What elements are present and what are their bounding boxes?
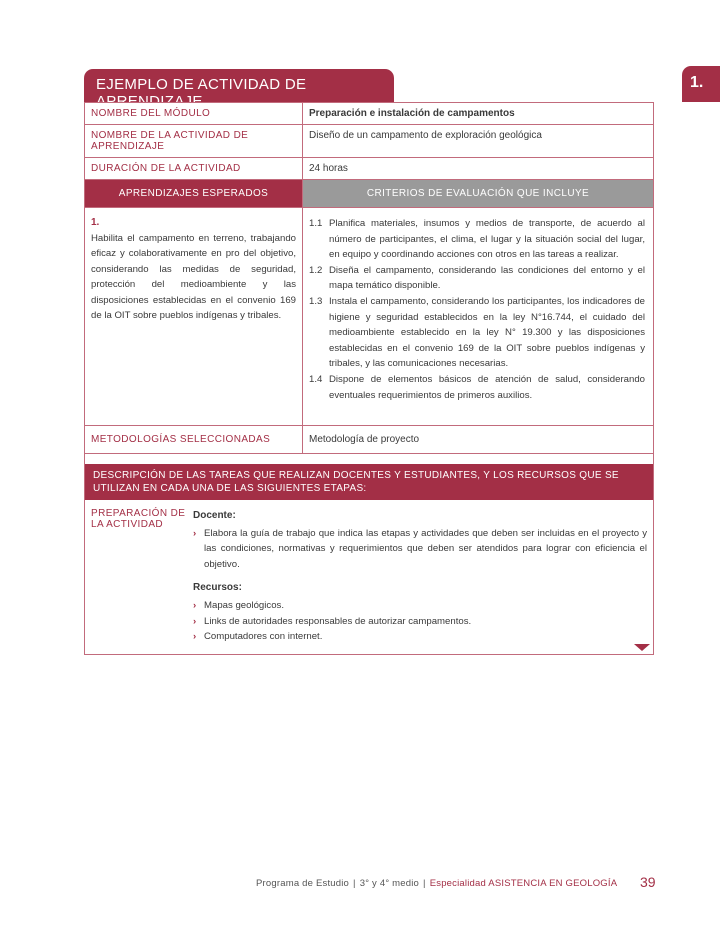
section-gap xyxy=(85,453,653,464)
criterion-item xyxy=(309,294,645,372)
teacher-title: Docente: xyxy=(193,510,236,521)
criterion-text: Instala el campamento, considerando los participantes, los indicadores de higiene y seguridad establecidos en la ley N°16.744, el cuidado del medioambiente establecido en la ley N° 19.300 y las disposiciones establecidas en el convenio 169 de la OIT sobre pueblos indígenas y tribales, y las comunicaciones necesarias. xyxy=(329,295,645,370)
module-row xyxy=(85,103,653,124)
criterion-number: 1.1 xyxy=(309,218,323,229)
continue-arrow-icon xyxy=(634,644,650,651)
resource-item xyxy=(193,614,647,630)
expected-learning-cell xyxy=(85,208,303,425)
activity-row xyxy=(85,124,653,157)
chevron-right-icon: › xyxy=(193,631,197,643)
criterion-text: Dispone de elementos básicos de atención de salud, considerando eventuales requerimientos de primeros auxilios. xyxy=(329,373,645,401)
page-number: 39 xyxy=(640,874,656,890)
teacher-item-text: Elabora la guía de trabajo que indica las etapas y actividades que deben ser incluidas en el proyecto y las condiciones, normativas y requerimientos que deben ser atendidos para lograr con eficiencia el objetivo. xyxy=(204,527,647,570)
module-label: NOMBRE DEL MÓDULO xyxy=(85,103,303,124)
columns-header-row xyxy=(85,179,653,207)
criterion-item xyxy=(309,263,645,294)
description-header: DESCRIPCIÓN DE LAS TAREAS QUE REALIZAN DOCENTES Y ESTUDIANTES, Y LOS RECURSOS QUE SE UTILIZAN EN CADA UNA DE LAS SIGUIENTES ETAPAS: xyxy=(85,464,653,500)
activity-label: NOMBRE DE LA ACTIVIDAD DE APRENDIZAJE xyxy=(85,125,303,157)
criterion-number: 1.4 xyxy=(309,373,323,385)
criterion-number: 1.3 xyxy=(309,295,323,307)
footer-program: Programa de Estudio xyxy=(256,878,350,889)
methodology-row xyxy=(85,425,653,453)
duration-label: DURACIÓN DE LA ACTIVIDAD xyxy=(85,158,303,179)
resource-item xyxy=(193,629,647,645)
preparation-label: PREPARACIÓN DE LA ACTIVIDAD xyxy=(91,508,186,530)
learning-row xyxy=(85,207,653,425)
resource-item-text: Computadores con internet. xyxy=(204,631,323,643)
criteria-cell xyxy=(303,208,653,425)
criteria-header: CRITERIOS DE EVALUACIÓN QUE INCLUYE xyxy=(303,180,653,207)
learning-number: 1. xyxy=(91,217,100,228)
methodology-label: METODOLOGÍAS SELECCIONADAS xyxy=(85,426,303,453)
learning-text: Habilita el campamento en terreno, trabajando eficaz y colaborativamente en pro del objetivo, considerando las medidas de seguridad, protección del medioambiente y las disposiciones establecidas en el convenio 169 de la OIT sobre pueblos indígenas y tribales. xyxy=(91,232,296,321)
footer-specialty: Especialidad ASISTENCIA EN GEOLOGÍA xyxy=(429,878,618,889)
activity-value: Diseño de un campamento de exploración geológica xyxy=(309,130,542,141)
chevron-right-icon: › xyxy=(193,615,197,627)
criterion-text: Planifica materiales, insumos y medios de transporte, de acuerdo al número de participantes, el clima, el lugar y la situación social del lugar, en equipo y coordinando acciones con otros en las tareas a realizar. xyxy=(329,218,645,261)
duration-row xyxy=(85,157,653,179)
criterion-number: 1.2 xyxy=(309,264,323,276)
expected-learning-header: APRENDIZAJES ESPERADOS xyxy=(85,180,303,207)
resource-item xyxy=(193,598,647,614)
resources-title: Recursos: xyxy=(193,582,242,594)
chevron-right-icon: › xyxy=(193,527,197,539)
resource-item-text: Mapas geológicos. xyxy=(204,599,284,611)
activity-header-tab: EJEMPLO DE ACTIVIDAD DE APRENDIZAJE xyxy=(84,69,382,102)
criterion-text: Diseña el campamento, considerando las condiciones del entorno y el mapa temático disponible. xyxy=(329,264,645,292)
page-footer: Programa de Estudio | 3° y 4° medio | Especialidad ASISTENCIA EN GEOLOGÍA xyxy=(256,878,618,889)
preparation-content xyxy=(193,500,653,654)
criterion-item xyxy=(309,372,645,403)
preparation-row xyxy=(85,500,653,654)
methodology-value: Metodología de proyecto xyxy=(309,434,420,445)
module-value: Preparación e instalación de campamentos xyxy=(309,108,515,119)
activity-table xyxy=(84,102,654,655)
duration-value: 24 horas xyxy=(309,163,348,174)
unit-tab: 1. xyxy=(682,66,720,102)
resource-item-text: Links de autoridades responsables de autorizar campamentos. xyxy=(204,615,472,627)
chevron-right-icon: › xyxy=(193,599,197,611)
teacher-item xyxy=(193,526,647,573)
criterion-item xyxy=(309,216,645,263)
footer-level: 3° y 4° medio xyxy=(359,878,420,889)
